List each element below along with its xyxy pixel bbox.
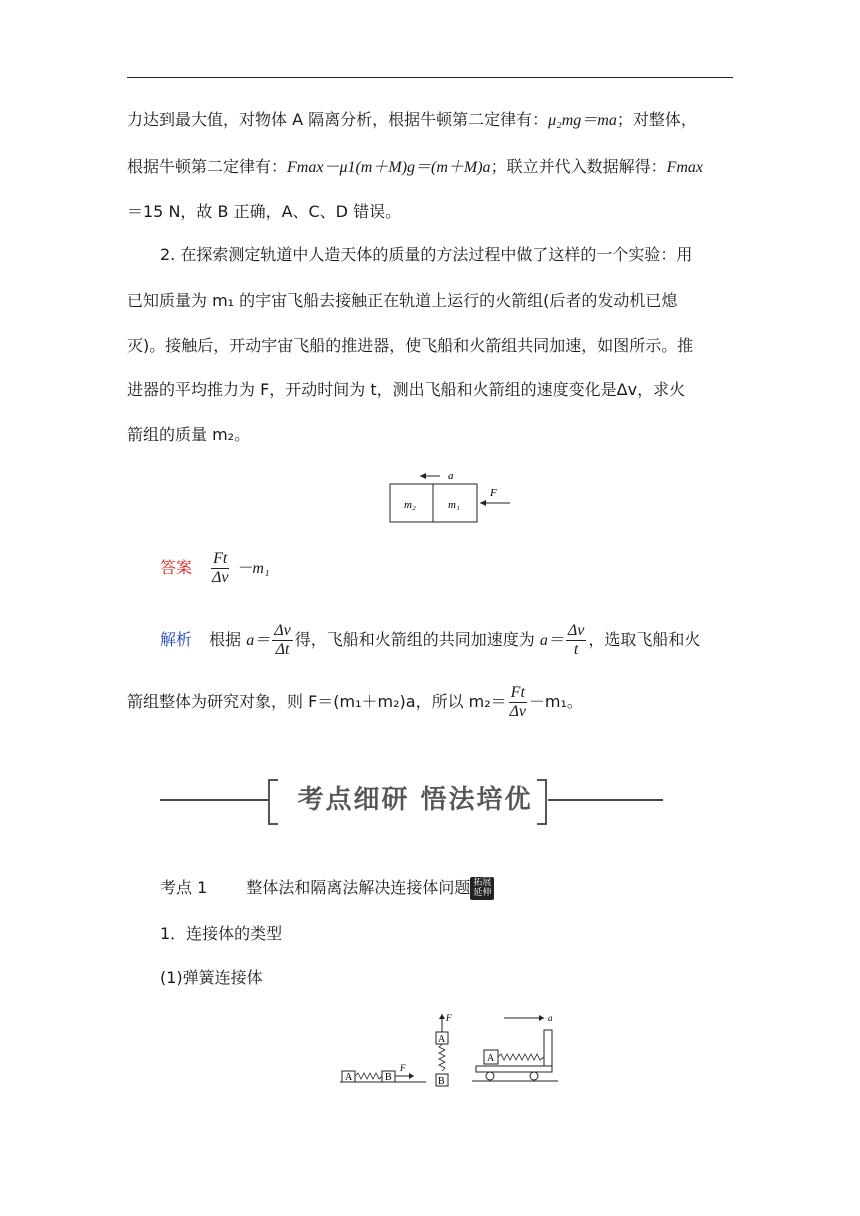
arrow-head — [439, 1014, 445, 1019]
force-label: F — [400, 1063, 406, 1073]
text: 已知质量为 m₁ 的宇宙飞船去接触正在轨道上运行的火箭组(后者的发动机已熄 — [127, 291, 678, 310]
wheel — [486, 1072, 494, 1080]
banner-rule-right — [548, 799, 663, 801]
equation: －m₁ — [236, 560, 270, 577]
block-b-label: B — [385, 1072, 392, 1083]
banner-rule-left — [160, 799, 270, 801]
denominator: Δv — [211, 569, 229, 586]
spacecraft-figure — [380, 468, 520, 526]
arrow-head — [480, 500, 486, 506]
accel-label: a — [548, 1013, 553, 1023]
text: 根据 — [209, 630, 242, 649]
bracket-right — [537, 779, 547, 825]
question-line — [127, 334, 733, 358]
block-a-label: A — [345, 1072, 353, 1083]
equation: a＝ — [246, 632, 271, 649]
topic-title: 整体法和隔离法解决连接体问题 — [246, 878, 471, 897]
bracket-left — [268, 779, 278, 825]
wheel — [530, 1072, 538, 1080]
analysis-line — [127, 682, 733, 722]
question-line — [160, 243, 766, 267]
denominator: Δv — [509, 703, 527, 720]
text: 1．连接体的类型 — [160, 924, 283, 943]
badge-line: 延伸 — [473, 888, 492, 898]
numerator: Ft — [510, 684, 525, 701]
extension-badge — [470, 877, 494, 900]
text: 力达到最大值，对物体 A 隔离分析，根据牛顿第二定律有： — [127, 110, 549, 129]
analysis-label: 解析 — [160, 630, 193, 649]
fraction — [566, 622, 587, 659]
fraction — [509, 684, 527, 721]
text: ＝15 N，故 B 正确，A、C、D 错误。 — [127, 202, 402, 221]
cart-wall — [544, 1030, 552, 1066]
cart-base — [476, 1066, 552, 1072]
spring — [439, 1044, 445, 1071]
spring-figure — [338, 1010, 560, 1090]
topic-heading — [160, 876, 766, 900]
force-label: F — [490, 487, 497, 499]
text: 箭组整体为研究对象，则 F＝(m₁＋m₂)a，所以 m₂＝ — [127, 692, 507, 711]
text-line — [127, 155, 733, 180]
equation: a＝ — [539, 632, 564, 649]
analysis-line — [160, 620, 766, 661]
numerator: Δv — [274, 622, 291, 639]
block-a-label: A — [487, 1053, 495, 1064]
text: 进器的平均推力为 F，开动时间为 t，测出飞船和火箭组的速度变化是Δv，求火 — [127, 380, 686, 399]
header-rule — [127, 77, 733, 78]
equation: μ₂mg＝ma — [548, 112, 617, 129]
text: －m₁。 — [528, 692, 583, 711]
question-line — [127, 423, 733, 447]
m2-label: m₂ — [404, 499, 416, 511]
m1-label: m₁ — [448, 499, 460, 511]
question-line — [127, 378, 733, 402]
list-item — [160, 966, 766, 990]
text: ；对整体， — [616, 110, 697, 129]
text: (1)弹簧连接体 — [160, 968, 263, 987]
text-line — [127, 108, 733, 133]
badge-line: 拓展 — [473, 878, 492, 888]
arrow-head — [420, 473, 426, 479]
equation: Fmax－μ1(m＋M)g＝(m＋M)a — [287, 159, 491, 176]
answer-label: 答案 — [160, 558, 193, 577]
text: 箭组的质量 m₂。 — [127, 425, 251, 444]
spring — [498, 1054, 544, 1060]
text: ，选取飞船和火 — [588, 630, 701, 649]
list-item — [160, 922, 766, 946]
numerator: Ft — [213, 550, 228, 567]
text-line — [127, 200, 733, 224]
question-line — [127, 289, 733, 313]
arrow-head — [409, 1073, 414, 1079]
fraction — [272, 622, 293, 659]
denominator: Δt — [275, 641, 290, 658]
text: 灭)。接触后，开动宇宙飞船的推进器，使飞船和火箭组共同加速，如图所示。推 — [127, 336, 694, 355]
spring — [355, 1073, 382, 1079]
section-banner — [160, 775, 663, 825]
denominator: t — [573, 641, 579, 658]
numerator: Δv — [567, 622, 585, 639]
text: ；联立并代入数据解得： — [490, 157, 667, 176]
text: 得，飞船和火箭组的共同加速度为 — [294, 630, 535, 649]
banner-title: 考点细研 悟法培优 — [297, 785, 533, 815]
fraction — [211, 550, 229, 587]
arrow-head — [539, 1015, 544, 1021]
answer-line — [160, 548, 766, 589]
text: 根据牛顿第二定律有： — [127, 157, 288, 176]
accel-label: a — [448, 470, 454, 482]
force-label: F — [446, 1013, 452, 1023]
text: 2. 在探索测定轨道中人造天体的质量的方法过程中做了这样的一个实验：用 — [160, 245, 693, 264]
equation: Fmax — [666, 159, 704, 176]
topic-label: 考点 1 — [160, 878, 208, 897]
block-b-label: B — [438, 1076, 445, 1087]
block-a-label: A — [438, 1034, 446, 1045]
